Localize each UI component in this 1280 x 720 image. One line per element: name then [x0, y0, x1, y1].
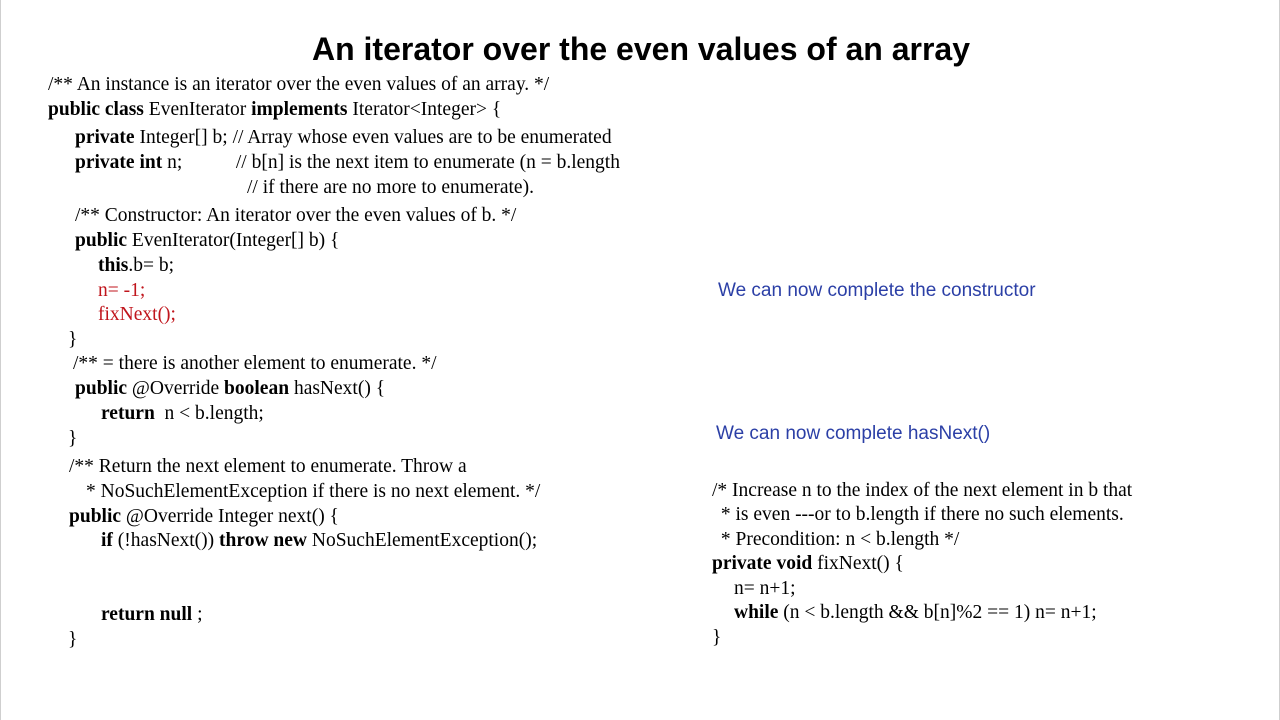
code-line: public class EvenIterator implements Iterator<Integer> { — [48, 99, 502, 120]
code-line: private Integer[] b; // Array whose even values are to be enumerated — [75, 127, 612, 148]
code-line: return n < b.length; — [101, 403, 264, 424]
fixnext-code-line: private void fixNext() { — [712, 553, 904, 574]
code-line: // if there are no more to enumerate). — [247, 177, 534, 198]
fixnext-code-line: * Precondition: n < b.length */ — [716, 529, 960, 550]
note-hasnext: We can now complete hasNext() — [716, 423, 991, 444]
code-line: /** An instance is an iterator over the even values of an array. */ — [48, 74, 550, 95]
code-line: public @Override Integer next() { — [69, 506, 339, 527]
code-line: n= -1; — [98, 280, 146, 301]
code-line: this.b= b; — [98, 255, 175, 276]
code-line: if (!hasNext()) throw new NoSuchElementException(); — [101, 530, 538, 551]
code-line: /** Return the next element to enumerate. Throw a — [69, 456, 467, 477]
code-line: /** = there is another element to enumerate. */ — [73, 353, 437, 374]
fixnext-code-line: } — [712, 627, 722, 648]
fixnext-code-line: /* Increase n to the index of the next element in b that — [712, 480, 1133, 501]
code-line: return null ; — [101, 604, 203, 625]
code-line: private int n; // b[n] is the next item to enumerate (n = b.length — [75, 152, 620, 173]
code-line: } — [68, 629, 78, 650]
code-line: public EvenIterator(Integer[] b) { — [75, 230, 340, 251]
fixnext-code-line: while (n < b.length && b[n]%2 == 1) n= n+1; — [734, 602, 1097, 623]
code-line: } — [68, 329, 78, 350]
code-line: public @Override boolean hasNext() { — [75, 378, 386, 399]
code-line: fixNext(); — [98, 304, 176, 325]
code-line: } — [68, 428, 78, 449]
fixnext-code-line: * is even ---or to b.length if there no such elements. — [716, 504, 1124, 525]
note-constructor: We can now complete the constructor — [718, 280, 1036, 301]
code-line: /** Constructor: An iterator over the even values of b. */ — [75, 205, 517, 226]
fixnext-code-line: n= n+1; — [734, 578, 796, 599]
code-line: * NoSuchElementException if there is no next element. */ — [86, 481, 541, 502]
slide-title: An iterator over the even values of an array — [311, 31, 971, 67]
